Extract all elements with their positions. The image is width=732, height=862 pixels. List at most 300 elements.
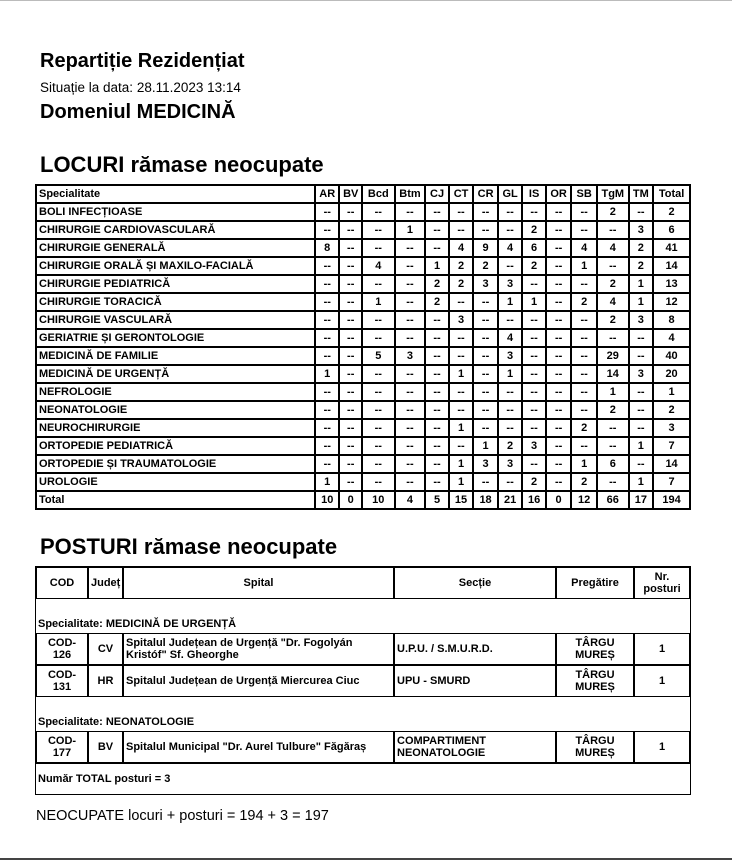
count-cell: -- <box>395 257 426 275</box>
locuri-header-row <box>36 185 690 203</box>
specialty-cell: UROLOGIE <box>36 473 315 491</box>
specialty-cell: ORTOPEDIE ȘI TRAUMATOLOGIE <box>36 455 315 473</box>
count-cell: 1 <box>473 437 498 455</box>
count-cell: -- <box>546 293 572 311</box>
count-cell: 2 <box>522 257 546 275</box>
locuri-table <box>35 184 691 510</box>
count-cell: -- <box>546 383 572 401</box>
count-cell: -- <box>498 203 523 221</box>
count-cell: -- <box>473 401 498 419</box>
total-cell: 12 <box>571 491 597 509</box>
count-cell: -- <box>597 257 629 275</box>
count-cell: 2 <box>473 257 498 275</box>
total-cell: 10 <box>315 491 340 509</box>
count-cell: 1 <box>522 293 546 311</box>
specialty-cell: NEFROLOGIE <box>36 383 315 401</box>
count-cell: -- <box>546 401 572 419</box>
count-cell: 1 <box>315 473 340 491</box>
count-cell: -- <box>339 311 361 329</box>
posturi-table <box>35 566 691 795</box>
total-cell: 10 <box>362 491 395 509</box>
count-cell: -- <box>362 329 395 347</box>
count-cell: 3 <box>629 221 654 239</box>
count-cell: -- <box>315 437 340 455</box>
cod-cell: COD-126 <box>36 633 88 665</box>
col-header: TgM <box>597 185 629 203</box>
count-cell: 4 <box>498 239 523 257</box>
table-row <box>36 257 690 275</box>
specialty-cell: BOLI INFECȚIOASE <box>36 203 315 221</box>
count-cell: -- <box>395 365 426 383</box>
count-cell: -- <box>571 221 597 239</box>
count-cell: 13 <box>653 275 690 293</box>
count-cell: -- <box>498 257 523 275</box>
table-row <box>36 731 690 763</box>
count-cell: 1 <box>425 257 449 275</box>
count-cell: 4 <box>362 257 395 275</box>
col-header: BV <box>339 185 361 203</box>
count-cell: 1 <box>449 419 474 437</box>
col-header: Btm <box>395 185 426 203</box>
summary-line: NEOCUPATE locuri + posturi = 194 + 3 = 197 <box>36 808 329 824</box>
count-cell: -- <box>571 203 597 221</box>
table-row <box>36 293 690 311</box>
count-cell: -- <box>425 383 449 401</box>
specialty-cell: MEDICINĂ DE URGENȚĂ <box>36 365 315 383</box>
count-cell: -- <box>362 383 395 401</box>
count-cell: 2 <box>629 239 654 257</box>
count-cell: -- <box>597 419 629 437</box>
count-cell: -- <box>315 257 340 275</box>
table-row <box>36 365 690 383</box>
count-cell: -- <box>546 419 572 437</box>
count-cell: -- <box>315 383 340 401</box>
count-cell: -- <box>571 329 597 347</box>
specialty-cell: NEUROCHIRURGIE <box>36 419 315 437</box>
posturi-count-cell: 1 <box>634 633 690 665</box>
total-cell: 4 <box>395 491 426 509</box>
count-cell: -- <box>597 473 629 491</box>
table-row <box>36 221 690 239</box>
count-cell: 2 <box>597 311 629 329</box>
count-cell: -- <box>629 347 654 365</box>
count-cell: 3 <box>629 365 654 383</box>
spital-cell: Spitalul Județean de Urgență "Dr. Fogolyán Kristóf" Sf. Gheorghe <box>123 633 394 665</box>
col-header: AR <box>315 185 340 203</box>
count-cell: -- <box>395 203 426 221</box>
count-cell: -- <box>425 239 449 257</box>
count-cell: -- <box>473 221 498 239</box>
total-cell: 16 <box>522 491 546 509</box>
count-cell: -- <box>339 347 361 365</box>
count-cell: 4 <box>498 329 523 347</box>
pregatire-cell: TÂRGU MUREȘ <box>556 633 634 665</box>
count-cell: -- <box>571 401 597 419</box>
count-cell: -- <box>395 473 426 491</box>
count-cell: -- <box>522 203 546 221</box>
count-cell: -- <box>449 347 474 365</box>
count-cell: -- <box>473 473 498 491</box>
count-cell: -- <box>315 221 340 239</box>
specialty-cell: CHIRURGIE GENERALĂ <box>36 239 315 257</box>
count-cell: 1 <box>629 437 654 455</box>
count-cell: -- <box>339 329 361 347</box>
count-cell: -- <box>339 293 361 311</box>
count-cell: 2 <box>597 275 629 293</box>
count-cell: -- <box>362 419 395 437</box>
count-cell: -- <box>425 365 449 383</box>
count-cell: 6 <box>522 239 546 257</box>
posturi-total-row <box>36 763 690 794</box>
count-cell: -- <box>597 437 629 455</box>
specialty-label: Specialitate: NEONATOLOGIE <box>38 716 195 728</box>
count-cell: -- <box>339 401 361 419</box>
col-header: Secție <box>394 567 556 599</box>
count-cell: -- <box>315 455 340 473</box>
judet-cell: HR <box>88 665 123 697</box>
count-cell: -- <box>425 401 449 419</box>
count-cell: 2 <box>449 257 474 275</box>
count-cell: -- <box>449 203 474 221</box>
count-cell: -- <box>425 203 449 221</box>
count-cell: 40 <box>653 347 690 365</box>
count-cell: 1 <box>449 455 474 473</box>
count-cell: 1 <box>498 293 523 311</box>
count-cell: -- <box>362 401 395 419</box>
count-cell: 3 <box>473 275 498 293</box>
spital-cell: Spitalul Municipal "Dr. Aurel Tulbure" Făgăraș <box>123 731 394 763</box>
count-cell: -- <box>425 437 449 455</box>
count-cell: -- <box>425 419 449 437</box>
count-cell: -- <box>473 203 498 221</box>
table-row <box>36 419 690 437</box>
count-cell: -- <box>498 473 523 491</box>
col-header: OR <box>546 185 572 203</box>
table-row <box>36 239 690 257</box>
count-cell: 4 <box>571 239 597 257</box>
count-cell: 6 <box>653 221 690 239</box>
count-cell: -- <box>395 311 426 329</box>
col-header: COD <box>36 567 88 599</box>
count-cell: 1 <box>449 473 474 491</box>
col-header: Nr. posturi <box>634 567 690 599</box>
count-cell: -- <box>395 437 426 455</box>
specialty-cell: CHIRURGIE TORACICĂ <box>36 293 315 311</box>
col-header: CJ <box>425 185 449 203</box>
count-cell: -- <box>498 383 523 401</box>
pregatire-cell: TÂRGU MUREȘ <box>556 665 634 697</box>
judet-cell: BV <box>88 731 123 763</box>
count-cell: -- <box>546 257 572 275</box>
count-cell: -- <box>395 275 426 293</box>
count-cell: -- <box>315 203 340 221</box>
count-cell: 4 <box>653 329 690 347</box>
count-cell: 7 <box>653 473 690 491</box>
col-header: Spital <box>123 567 394 599</box>
count-cell: -- <box>339 221 361 239</box>
count-cell: -- <box>498 221 523 239</box>
count-cell: -- <box>362 203 395 221</box>
count-cell: -- <box>473 419 498 437</box>
count-cell: -- <box>522 311 546 329</box>
count-cell: 2 <box>597 203 629 221</box>
count-cell: 8 <box>315 239 340 257</box>
count-cell: -- <box>362 239 395 257</box>
count-cell: 2 <box>522 473 546 491</box>
col-header: Total <box>653 185 690 203</box>
count-cell: 4 <box>597 293 629 311</box>
count-cell: -- <box>395 329 426 347</box>
count-cell: -- <box>395 401 426 419</box>
table-row <box>36 473 690 491</box>
count-cell: 4 <box>597 239 629 257</box>
count-cell: 2 <box>498 437 523 455</box>
count-cell: -- <box>546 275 572 293</box>
count-cell: -- <box>315 401 340 419</box>
count-cell: 14 <box>653 455 690 473</box>
total-cell: 17 <box>629 491 654 509</box>
count-cell: -- <box>546 455 572 473</box>
count-cell: -- <box>522 275 546 293</box>
count-cell: 2 <box>653 203 690 221</box>
count-cell: 6 <box>597 455 629 473</box>
count-cell: -- <box>395 455 426 473</box>
count-cell: 3 <box>498 347 523 365</box>
count-cell: 3 <box>473 455 498 473</box>
col-header: Pregătire <box>556 567 634 599</box>
count-cell: -- <box>449 329 474 347</box>
table-row <box>36 633 690 665</box>
count-cell: -- <box>522 383 546 401</box>
count-cell: -- <box>571 365 597 383</box>
table-row <box>36 665 690 697</box>
count-cell: 1 <box>571 257 597 275</box>
count-cell: -- <box>425 455 449 473</box>
count-cell: -- <box>315 419 340 437</box>
specialty-group-row <box>36 697 690 731</box>
count-cell: -- <box>522 347 546 365</box>
count-cell: 1 <box>597 383 629 401</box>
count-cell: -- <box>597 221 629 239</box>
count-cell: -- <box>395 293 426 311</box>
count-cell: -- <box>571 437 597 455</box>
count-cell: -- <box>629 203 654 221</box>
count-cell: -- <box>315 311 340 329</box>
count-cell: -- <box>522 419 546 437</box>
count-cell: -- <box>362 221 395 239</box>
col-header: IS <box>522 185 546 203</box>
table-row <box>36 347 690 365</box>
col-header: Județ <box>88 567 123 599</box>
specialty-cell: ORTOPEDIE PEDIATRICĂ <box>36 437 315 455</box>
sectie-cell: UPU - SMURD <box>394 665 556 697</box>
count-cell: -- <box>546 311 572 329</box>
count-cell: 2 <box>597 401 629 419</box>
count-cell: -- <box>339 239 361 257</box>
count-cell: 3 <box>395 347 426 365</box>
count-cell: -- <box>522 401 546 419</box>
count-cell: 3 <box>449 311 474 329</box>
count-cell: -- <box>546 437 572 455</box>
count-cell: 2 <box>629 257 654 275</box>
total-cell: 66 <box>597 491 629 509</box>
count-cell: -- <box>571 311 597 329</box>
col-header: CR <box>473 185 498 203</box>
count-cell: 2 <box>571 473 597 491</box>
count-cell: -- <box>362 437 395 455</box>
count-cell: 2 <box>571 419 597 437</box>
count-cell: -- <box>315 329 340 347</box>
count-cell: 29 <box>597 347 629 365</box>
count-cell: -- <box>629 401 654 419</box>
specialty-cell: CHIRURGIE PEDIATRICĂ <box>36 275 315 293</box>
count-cell: -- <box>425 347 449 365</box>
posturi-header-row <box>36 567 690 599</box>
count-cell: 1 <box>362 293 395 311</box>
count-cell: -- <box>546 203 572 221</box>
count-cell: -- <box>571 275 597 293</box>
count-cell: -- <box>425 473 449 491</box>
count-cell: -- <box>339 473 361 491</box>
count-cell: -- <box>449 293 474 311</box>
count-cell: 20 <box>653 365 690 383</box>
page-title: Repartiție Rezidențiat <box>40 50 245 72</box>
count-cell: -- <box>498 419 523 437</box>
count-cell: -- <box>546 221 572 239</box>
total-cell: 15 <box>449 491 474 509</box>
cod-cell: COD-131 <box>36 665 88 697</box>
count-cell: -- <box>425 311 449 329</box>
cod-cell: COD-177 <box>36 731 88 763</box>
sectie-cell: COMPARTIMENT NEONATOLOGIE <box>394 731 556 763</box>
col-header: SB <box>571 185 597 203</box>
posturi-count-cell: 1 <box>634 665 690 697</box>
count-cell: -- <box>339 437 361 455</box>
count-cell: -- <box>498 311 523 329</box>
count-cell: -- <box>339 257 361 275</box>
count-cell: -- <box>473 383 498 401</box>
specialty-cell: CHIRURGIE VASCULARĂ <box>36 311 315 329</box>
count-cell: -- <box>339 365 361 383</box>
count-cell: -- <box>395 419 426 437</box>
bottom-border <box>0 858 732 860</box>
count-cell: -- <box>362 365 395 383</box>
table-row <box>36 311 690 329</box>
count-cell: -- <box>522 365 546 383</box>
table-row <box>36 383 690 401</box>
total-cell: 18 <box>473 491 498 509</box>
count-cell: -- <box>522 455 546 473</box>
posturi-count-cell: 1 <box>634 731 690 763</box>
count-cell: -- <box>473 311 498 329</box>
count-cell: -- <box>473 347 498 365</box>
table-row <box>36 437 690 455</box>
count-cell: 14 <box>653 257 690 275</box>
count-cell: -- <box>425 329 449 347</box>
count-cell: 41 <box>653 239 690 257</box>
count-cell: 7 <box>653 437 690 455</box>
posturi-heading: POSTURI rămase neocupate <box>40 534 338 559</box>
count-cell: -- <box>339 419 361 437</box>
count-cell: 1 <box>395 221 426 239</box>
locuri-total-row <box>36 491 690 509</box>
count-cell: 1 <box>629 293 654 311</box>
count-cell: -- <box>339 383 361 401</box>
specialty-label: Specialitate: MEDICINĂ DE URGENȚĂ <box>38 618 237 630</box>
count-cell: -- <box>449 383 474 401</box>
count-cell: 2 <box>522 221 546 239</box>
col-header: Specialitate <box>36 185 315 203</box>
total-cell: 194 <box>653 491 690 509</box>
top-border <box>0 0 732 1</box>
count-cell: -- <box>362 473 395 491</box>
col-header: TM <box>629 185 654 203</box>
count-cell: -- <box>546 473 572 491</box>
count-cell: -- <box>449 221 474 239</box>
count-cell: 1 <box>315 365 340 383</box>
report-date: Situație la data: 28.11.2023 13:14 <box>40 80 241 95</box>
count-cell: -- <box>339 203 361 221</box>
count-cell: 1 <box>571 455 597 473</box>
col-header: GL <box>498 185 523 203</box>
domain-title: Domeniul MEDICINĂ <box>40 101 236 123</box>
count-cell: -- <box>546 365 572 383</box>
count-cell: 2 <box>449 275 474 293</box>
count-cell: -- <box>315 347 340 365</box>
count-cell: -- <box>362 275 395 293</box>
count-cell: 1 <box>629 275 654 293</box>
count-cell: -- <box>629 455 654 473</box>
locuri-heading: LOCURI rămase neocupate <box>40 152 324 177</box>
specialty-group-row <box>36 599 690 633</box>
count-cell: -- <box>571 383 597 401</box>
count-cell: -- <box>473 329 498 347</box>
count-cell: 2 <box>571 293 597 311</box>
count-cell: -- <box>629 419 654 437</box>
count-cell: -- <box>395 383 426 401</box>
table-row <box>36 401 690 419</box>
count-cell: -- <box>362 311 395 329</box>
count-cell: 3 <box>653 419 690 437</box>
count-cell: -- <box>546 329 572 347</box>
specialty-cell: CHIRURGIE ORALĂ ȘI MAXILO-FACIALĂ <box>36 257 315 275</box>
count-cell: -- <box>597 329 629 347</box>
total-cell: 21 <box>498 491 523 509</box>
table-row <box>36 455 690 473</box>
spital-cell: Spitalul Județean de Urgență Miercurea Ciuc <box>123 665 394 697</box>
count-cell: 9 <box>473 239 498 257</box>
count-cell: -- <box>362 455 395 473</box>
table-row <box>36 329 690 347</box>
count-cell: -- <box>339 275 361 293</box>
total-cell: 5 <box>425 491 449 509</box>
total-cell: 0 <box>339 491 361 509</box>
sectie-cell: U.P.U. / S.M.U.R.D. <box>394 633 556 665</box>
count-cell: -- <box>629 329 654 347</box>
count-cell: -- <box>339 455 361 473</box>
col-header: CT <box>449 185 474 203</box>
count-cell: 2 <box>425 293 449 311</box>
count-cell: 3 <box>522 437 546 455</box>
count-cell: 3 <box>498 275 523 293</box>
posturi-total: Număr TOTAL posturi = 3 <box>36 763 690 794</box>
specialty-cell: CHIRURGIE CARDIOVASCULARĂ <box>36 221 315 239</box>
count-cell: 1 <box>449 365 474 383</box>
judet-cell: CV <box>88 633 123 665</box>
count-cell: 12 <box>653 293 690 311</box>
count-cell: -- <box>449 437 474 455</box>
count-cell: -- <box>449 401 474 419</box>
